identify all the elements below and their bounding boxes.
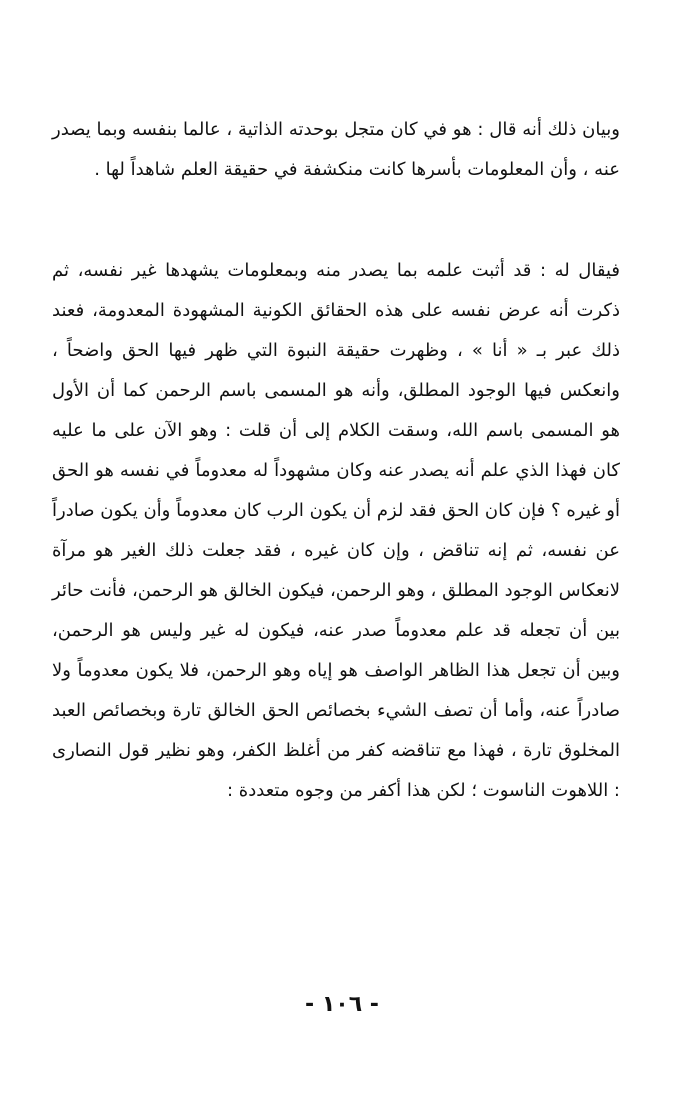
paragraph-2: فيقال له : قد أثبت علمه بما يصدر منه وبمعلومات يشهدها غير نفسه، ثم ذكرت أنه عرض نفسه على هذه الحقائق الكونية المشهودة المعدومة، فعند ذلك عبر بـ « أنا » ، وظهرت حقيقة النبوة التي ظهر فيها الحق واضحاً ، وانعكس فيها الوجود المطلق، وأنه هو المسمى باسم الرحمن كما أن الأول هو المسمى باسم الله، وسقت الكلام إلى أن قلت : وهو الآن على ما عليه كان فهذا الذي علم أنه يصدر عنه وكان مشهوداً له معدوماً في نفسه هو الحق أو غيره ؟ فإن كان الحق فقد لزم أن يكون الرب كان معدوماً وأن يكون صادراً عن نفسه، ثم إنه تناقض ، وإن كان غيره ، فقد جعلت ذلك الغير هو مرآة لانعكاس الوجود المطلق ، وهو الرحمن، فيكون الخالق هو الرحمن، فأنت حائر بين أن تجعله قد علم معدوماً صدر عنه، فيكون له غير وليس هو الرحمن، وبين أن تجعل هذا الظاهر الواصف هو إياه وهو الرحمن، فلا يكون معدوماً ولا صادراً عنه، وأما أن تصف الشيء بخصائص الحق الخالق تارة وبخصائص العبد المخلوق تارة ، فهذا مع تناقضه كفر من أغلظ الكفر، وهو نظير قول النصارى : اللاهوت الناسوت ؛ لكن هذا أكفر من وجوه متعددة : [52,260,620,801]
page-number: - ١٠٦ - [305,992,379,1017]
paragraph-1: وبيان ذلك أنه قال : هو في كان متجل بوحدته الذاتية ، عالما بنفسه وبما يصدر عنه ، وأن المعلومات بأسرها كانت منكشفة في حقيقة العلم شاهداً لها . [52,119,620,180]
